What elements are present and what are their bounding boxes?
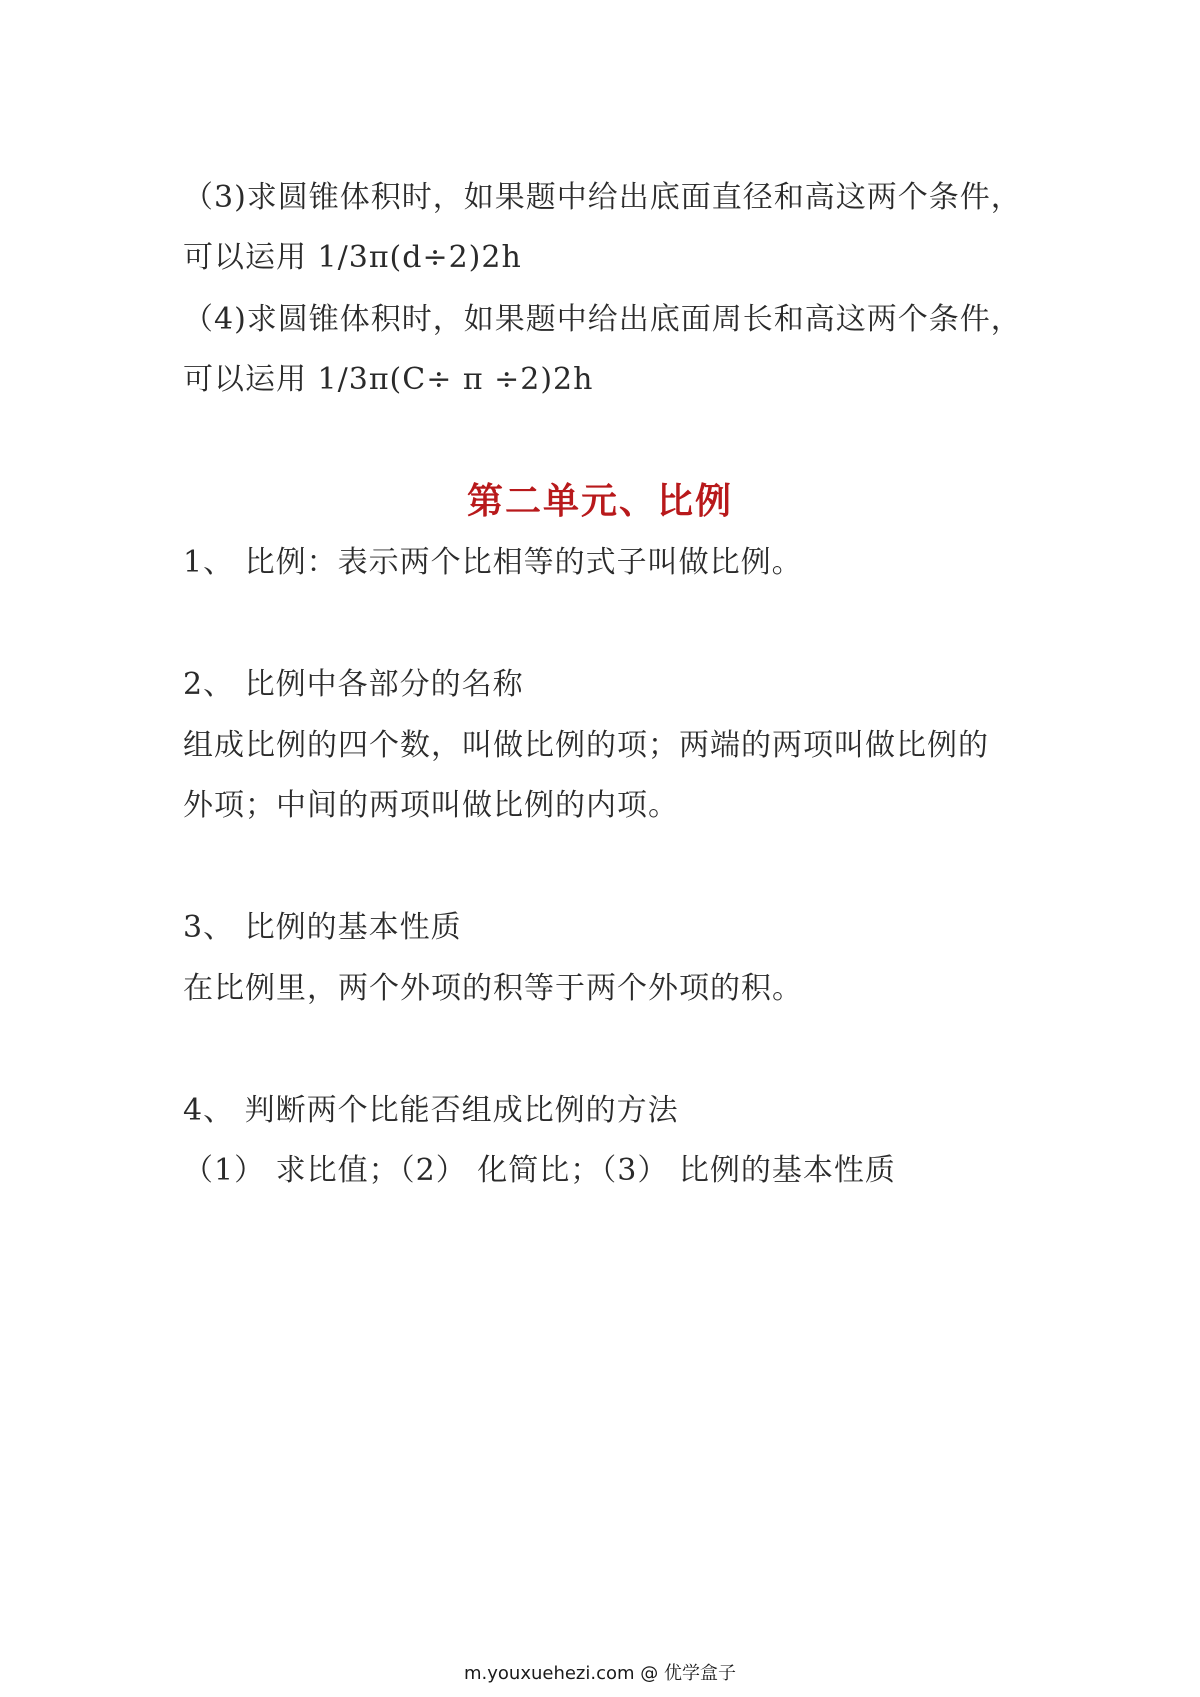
footer-watermark: m.youxuehezi.com @ 优学盒子 bbox=[463, 1663, 736, 1684]
formula-cone-circumference-line-1: （4)求圆锥体积时，如果题中给出底面周长和高这两个条件， bbox=[183, 302, 1022, 337]
item-3-heading: 3、 比例的基本性质 bbox=[183, 910, 462, 945]
item-1-heading: 1、 比例：表示两个比相等的式子叫做比例。 bbox=[183, 545, 803, 580]
item-2-body-line-1: 组成比例的四个数，叫做比例的项；两端的两项叫做比例的 bbox=[183, 728, 989, 763]
section-title: 第二单元、比例 bbox=[466, 481, 733, 522]
formula-cone-diameter-line-2: 可以运用 1/3π(d÷2)2h bbox=[183, 240, 522, 275]
item-4-heading: 4、 判断两个比能否组成比例的方法 bbox=[183, 1093, 679, 1128]
formula-cone-circumference-line-2: 可以运用 1/3π(C÷ π ÷2)2h bbox=[183, 362, 594, 397]
item-4-body-line-1: （1） 求比值；（2） 化简比；（3） 比例的基本性质 bbox=[183, 1153, 896, 1188]
item-2-body-line-2: 外项；中间的两项叫做比例的内项。 bbox=[183, 788, 679, 823]
item-3-body-line-1: 在比例里，两个外项的积等于两个外项的积。 bbox=[183, 971, 803, 1006]
formula-cone-diameter-line-1: （3)求圆锥体积时，如果题中给出底面直径和高这两个条件， bbox=[183, 180, 1022, 215]
item-2-heading: 2、 比例中各部分的名称 bbox=[183, 667, 524, 702]
